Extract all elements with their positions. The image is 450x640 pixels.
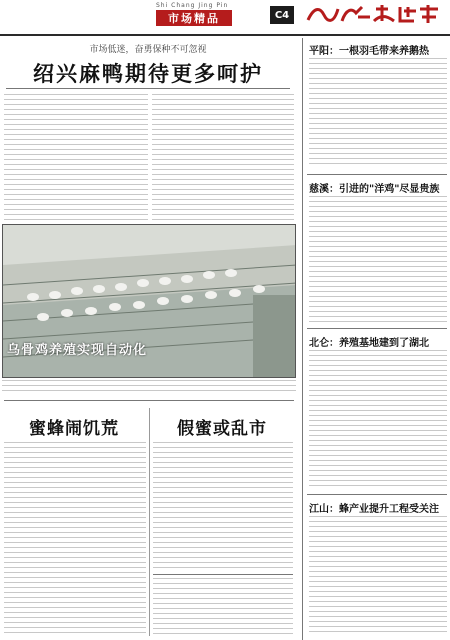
sidebar-rule xyxy=(307,494,447,495)
sidebar-body xyxy=(309,516,447,636)
sidebar-column xyxy=(302,38,450,640)
story-box-note xyxy=(153,578,293,636)
sidebar-headline-beilun: 北仑：养殖基地建到了湖北 xyxy=(309,338,429,349)
story-body-fake-honey xyxy=(153,442,293,570)
article-body-column xyxy=(152,94,294,220)
sidebar-body xyxy=(309,196,447,322)
column-pinyin: Shi Chang Jing Pin xyxy=(156,2,229,9)
masthead xyxy=(0,0,450,36)
article-body-column xyxy=(4,94,148,220)
main-article-area xyxy=(0,38,296,640)
sidebar-headline-cixi: 慈溪：引进的"洋鸡"尽显贵族 xyxy=(309,184,440,195)
column-tag: 市场精品 xyxy=(156,10,232,26)
story-headline-bees: 蜜蜂闹饥荒 xyxy=(29,419,119,439)
sidebar-body xyxy=(309,350,447,488)
sidebar-body xyxy=(309,58,447,168)
story-body-bees xyxy=(4,442,146,636)
sidebar-headline-jiangshan: 江山：蜂产业提升工程受关注 xyxy=(309,504,439,515)
page-code: C4 xyxy=(270,6,294,24)
headline-rule xyxy=(6,88,290,89)
article-kicker: 市场低迷，奋勇保种不可忽视 xyxy=(89,45,207,55)
photo-overlay-title: 乌骨鸡养殖实现自动化 xyxy=(7,343,148,358)
column-rule xyxy=(149,408,150,636)
article-headline: 绍兴麻鸭期待更多呵护 xyxy=(33,61,263,86)
story-headline-fake-honey: 假蜜或乱市 xyxy=(177,419,267,439)
article-photo xyxy=(2,224,296,378)
sidebar-rule xyxy=(307,328,447,329)
newspaper-nameplate-logo xyxy=(304,3,444,25)
photo-caption xyxy=(2,380,296,394)
section-rule xyxy=(4,400,294,401)
box-rule xyxy=(153,574,293,575)
sidebar-rule xyxy=(307,174,447,175)
sidebar-headline-pingyang: 平阳：一根羽毛带来养鹅热 xyxy=(309,46,429,57)
